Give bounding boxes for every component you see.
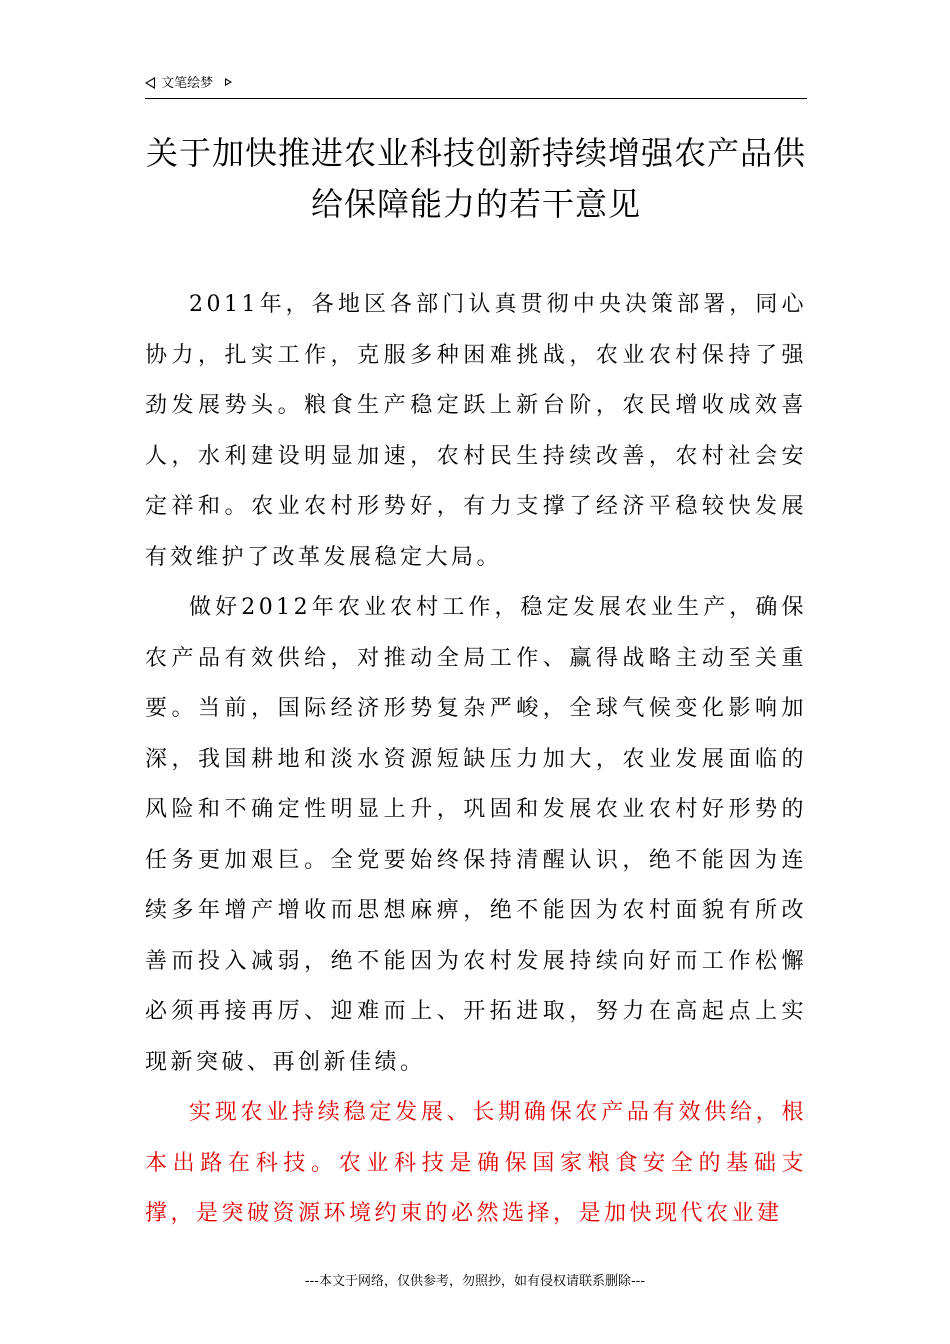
document-body (145, 280, 807, 1240)
paragraph-2: 做好2012年农业农村工作，稳定发展农业生产，确保农产品有效供给，对推动全局工作、赢得战略主动至关重要。当前，国际经济形势复杂严峻，全球气候变化影响加深，我国耕地和淡水资源短缺压力加大，农业发展面临的风险和不确定性明显上升，巩固和发展农业农村好形势的任务更加艰巨。全党要始终保持清醒认识，绝不能因为连续多年增产增收而思想麻痹，绝不能因为农村面貌有所改善而投入减弱，绝不能因为农村发展持续向好而工作松懈必须再接再厉、迎难而上、开拓进取，努力在高起点上实现新突破、再创新佳绩。 (145, 595, 807, 1075)
paragraph-3-highlighted: 实现农业持续稳定发展、长期确保农产品有效供给，根本出路在科技。农业科技是确保国家粮食安全的基础支撑，是突破资源环境约束的必然选择，是加快现代农业建 (145, 1100, 807, 1226)
triangle-right-icon (225, 78, 232, 86)
page-footer-disclaimer: ---本文于网络，仅供参考，勿照抄，如有侵权请联系删除--- (304, 1274, 646, 1289)
page-header (145, 74, 807, 99)
triangle-left-icon (145, 77, 155, 89)
document-title: 关于加快推进农业科技创新持续增强农产品供给保障能力的若干意见 (145, 134, 806, 223)
header-brand: 文笔绘梦 (161, 76, 214, 91)
paragraph-1: 2011年，各地区各部门认真贯彻中央决策部署，同心协力，扎实工作，克服多种困难挑战，农业农村保持了强劲发展势头。粮食生产稳定跃上新台阶，农民增收成效喜人，水利建设明显加速，农村民生持续改善，农村社会安定祥和。农业农村形势好，有力支撑了经济平稳较快发展有效维护了改革发展稳定大局。 (145, 292, 807, 570)
